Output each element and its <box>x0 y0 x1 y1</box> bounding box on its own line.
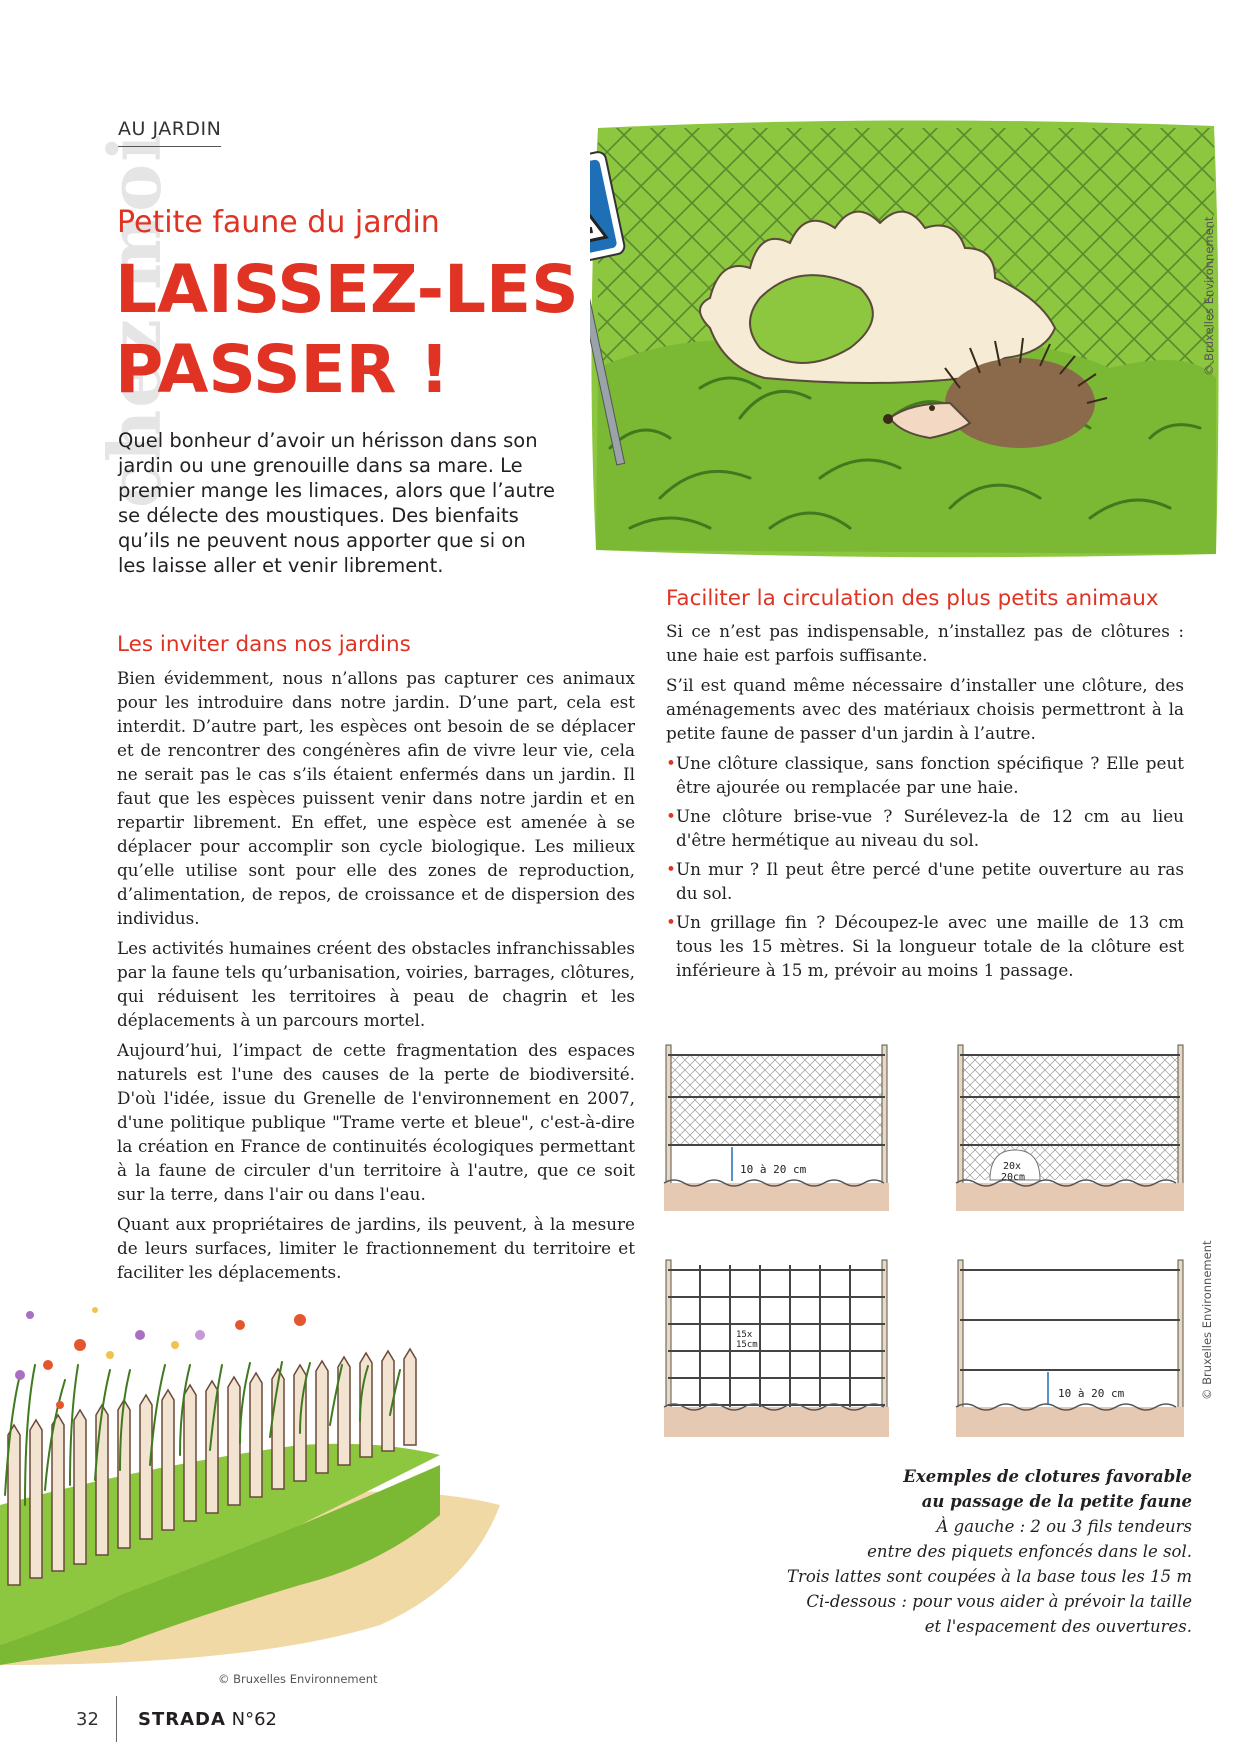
fence-diagram-wires <box>956 1260 1184 1437</box>
section1-heading: Les inviter dans nos jardins <box>117 632 411 657</box>
list-item: • Une clôture classique, sans fonction spécifique ? Elle peut être ajourée ou remplacée par une haie. <box>666 753 1184 797</box>
section2-paragraph: S’il est quand même nécessaire d’installer une clôture, des aménagements avec des matériaux choisis permettront à la petite faune de passer d'un jardin à l’autre. <box>666 675 1184 743</box>
caption-line: entre des piquets enfoncés dans le sol. <box>867 1542 1192 1561</box>
fence-opening-label: 15x <box>736 1330 753 1340</box>
fence-opening-label: 20cm <box>1001 1172 1026 1183</box>
bullet-icon: • <box>666 859 676 879</box>
diagram-caption <box>760 1464 1192 1639</box>
section2-heading: Faciliter la circulation des plus petits animaux <box>666 586 1159 611</box>
section1-paragraph: Quant aux propriétaires de jardins, ils peuvent, à la mesure de leurs surfaces, limiter le fractionnement du territoire et faciliter les déplacements. <box>117 1214 635 1282</box>
caption-line: Exemples de clotures favorable <box>903 1467 1192 1486</box>
caption-line: Ci-dessous : pour vous aider à prévoir la taille <box>806 1592 1192 1611</box>
list-item: • Une clôture brise-vue ? Surélevez-la de 12 cm au lieu d'être hermétique au niveau du sol. <box>666 806 1184 850</box>
title-line-1: LAISSEZ-LES <box>115 251 579 328</box>
title-line-2: PASSER ! <box>115 331 450 408</box>
footer-divider <box>116 1696 117 1742</box>
fence-opening-label: 15cm <box>736 1340 758 1350</box>
section-kicker: AU JARDIN <box>118 118 221 147</box>
caption-line: À gauche : 2 ou 3 fils tendeurs <box>936 1517 1192 1536</box>
bullet-icon: • <box>666 753 676 773</box>
hedgehog-illustration <box>590 118 1222 560</box>
section1-body <box>117 666 635 1290</box>
side-section-label: chez moi <box>92 132 177 508</box>
picket-fence-illustration <box>0 1265 520 1665</box>
fence-opening-label: 10 à 20 cm <box>740 1163 807 1176</box>
issue-number: N°62 <box>231 1709 278 1730</box>
fence-opening-label: 10 à 20 cm <box>1058 1387 1125 1400</box>
section1-paragraph: Bien évidemment, nous n’allons pas capturer ces animaux pour les introduire dans notre jardin. D’une part, cela est interdit. D’autre part, les espèces ont besoin de se déplacer et de rencontrer des congénères afin de vivre leur vie, cela ne serait pas le cas s’ils étaient enfermés dans un jardin. Il faut que les espèces puissent venir dans notre jardin et en repartir librement. En effet, une espèce est amenée à se déplacer pour accomplir son cycle biologique. Les milieux qu’elle utilise sont pour elle des zones de reproduction, d’alimentation, de repos, de croissance et de dispersion des individus. <box>117 668 635 928</box>
magazine-footer <box>138 1709 277 1730</box>
article-subtitle: Petite faune du jardin <box>117 205 440 240</box>
photo-credit-middle: © Bruxelles Environnement <box>1200 1240 1214 1400</box>
article-title <box>115 250 595 410</box>
photo-credit-bottom: © Bruxelles Environnement <box>218 1672 378 1686</box>
photo-credit-top: © Bruxelles Environnement <box>1202 216 1216 376</box>
fence-diagram-mesh-opening <box>956 1045 1184 1211</box>
list-item: • Un grillage fin ? Découpez-le avec une maille de 13 cm tous les 15 mètres. Si la longueur totale de la clôture est inférieure à 15 m, prévoir au moins 1 passage. <box>666 912 1184 980</box>
section2-paragraph: Si ce n’est pas indispensable, n’installez pas de clôtures : une haie est parfois suffisante. <box>666 621 1184 665</box>
page-number: 32 <box>76 1709 99 1730</box>
bullet-list <box>666 751 1184 982</box>
fence-diagram-grid <box>664 1260 889 1437</box>
intro-paragraph: Quel bonheur d’avoir un hérisson dans son jardin ou une grenouille dans sa mare. Le premier mange les limaces, alors que l’autre se délecte des moustiques. Des bienfaits qu’ils ne peuvent nous apporter que si on les laisse aller et venir librement. <box>118 429 556 577</box>
section1-paragraph: Aujourd’hui, l’impact de cette fragmentation des espaces naturels est l'une des causes de la perte de biodiversité. D'où l'idée, issue du Grenelle de l'environnement en 2007, d'une politique publique "Trame verte et bleue", c'est-à-dire la création en France de continuités écologiques permettant à la faune de circuler d'un territoire à l'autre, que ce soit sur la terre, dans l'air ou dans l'eau. <box>117 1040 635 1204</box>
fence-diagrams <box>660 1035 1200 1445</box>
bullet-icon: • <box>666 912 676 932</box>
section2-body <box>666 619 1184 987</box>
caption-line: et l'espacement des ouvertures. <box>924 1617 1192 1636</box>
magazine-brand: STRADA <box>138 1709 226 1730</box>
bullet-icon: • <box>666 806 676 826</box>
section1-paragraph: Les activités humaines créent des obstacles infranchissables par la faune tels qu’urbanisation, voiries, barrages, clôtures, qui réduisent les territoires à peau de chagrin et les déplacements à un parcours mortel. <box>117 938 635 1030</box>
caption-line: au passage de la petite faune <box>921 1492 1192 1511</box>
fence-opening-label: 20x <box>1003 1161 1022 1172</box>
list-item: • Un mur ? Il peut être percé d'une petite ouverture au ras du sol. <box>666 859 1184 903</box>
fence-diagram-mesh-lifted <box>664 1045 889 1211</box>
caption-line: Trois lattes sont coupées à la base tous les 15 m <box>786 1567 1192 1586</box>
